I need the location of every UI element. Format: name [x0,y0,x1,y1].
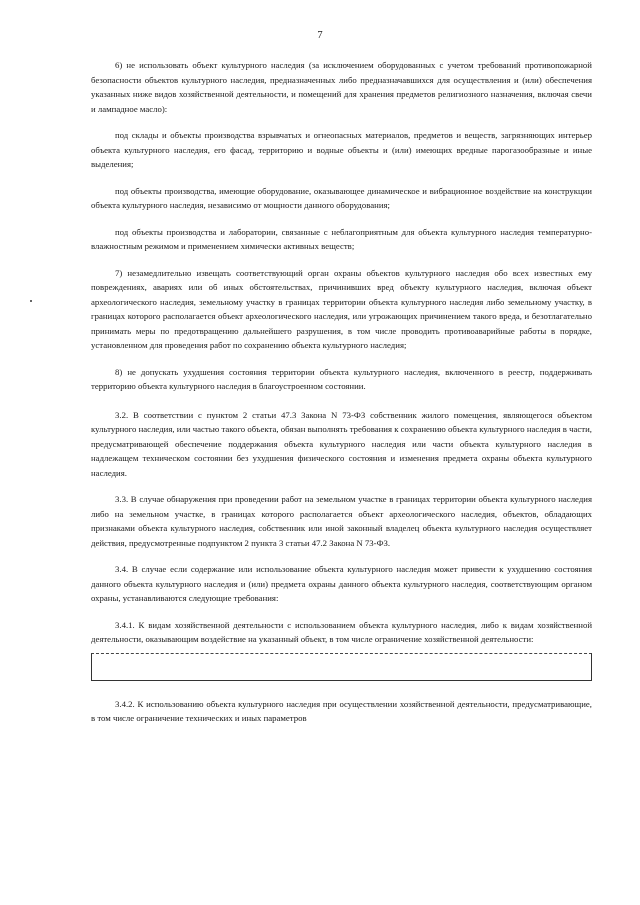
margin-mark [30,300,32,302]
clause-3-4-2: 3.4.2. К использованию объекта культурного наследия при осуществлении хозяйственной деятельности, предусматривающие, в том числе ограничение технических и иных параметров [91,698,592,723]
page-number: 7 [317,30,323,41]
clause-3-4: 3.4. В случае если содержание или использование объекта культурного наследия может привести к ухудшению состояния данного объекта культурного наследия и (или) предмета охраны данного объекта культурного наследия, соответствующим органом охраны, устанавливаются следующие требования: [91,564,592,603]
paragraph-6: 6) не использовать объект культурного наследия (за исключением оборудованных с учетом требований противопожарной безопасности объектов культурного наследия, предназначенных либо предназначавшихся для осуществления и (или) обеспечения указанных ниже видов хозяйственной деятельности, и помещений для хранения предметов религиозного назначения, включая свечи и лампадное масло): [91,60,592,114]
document-body [91,58,592,738]
paragraph-6-item-3: под объекты производства и лаборатории, связанные с неблагоприятным для объекта культурного наследия температурно-влажностным режимом и применением химически активных веществ; [91,226,592,251]
clause-3-4-1: 3.4.1. К видам хозяйственной деятельности с использованием объекта культурного наследия, либо к видам хозяйственной деятельности, оказывающим воздействие на указанный объект, в том числе ограничение хозяйственной деятельности: [91,619,592,644]
paragraph-7: 7) незамедлительно извещать соответствующий орган охраны объектов культурного наследия обо всех известных ему повреждениях, авариях или об иных обстоятельствах, причинивших вред объекту культурного наследия, включая объект археологического наследия, земельному участку в границах территории объекта культурного наследия либо земельному участку, в границах которого располагается объект археологического наследия, или угрожающих причинением такого вреда, и безотлагательно принимать меры по предотвращению дальнейшего разрушения, в том числе проводить противоаварийные работы в порядке, установленном для проведения работ по сохранению объекта культурного наследия; [91,267,592,350]
clause-3-2: 3.2. В соответствии с пунктом 2 статьи 47.3 Закона N 73-ФЗ собственник жилого помещения, являющегося объектом культурного наследия, или частью такого объекта, обязан выполнять требования к сохранению объекта культурного наследия в части, предусматривающей обеспечение поддержания объекта культурного наследия или части объекта культурного наследия в надлежащем техническом состоянии без ухудшения физического состояния и изменения предмета охраны объекта культурного наследия. [91,409,592,478]
paragraph-8: 8) не допускать ухудшения состояния территории объекта культурного наследия, включенного в реестр, поддерживать территорию объекта культурного наследия в благоустроенном состоянии. [91,366,592,391]
paragraph-6-item-1: под склады и объекты производства взрывчатых и огнеопасных материалов, предметов и веществ, загрязняющих интерьер объекта культурного наследия, его фасад, территорию и водные объекты и (или) имеющих вредные парогазообразные и иные выделения; [91,130,592,169]
empty-field-box [91,653,592,681]
paragraph-6-item-2: под объекты производства, имеющие оборудование, оказывающее динамическое и вибрационное воздействие на конструкции объекта культурного наследия, независимо от мощности данного оборудования; [91,185,592,210]
clause-3-3: 3.3. В случае обнаружения при проведении работ на земельном участке в границах территории объекта культурного наследия либо на земельном участке, в границах которого располагается объект археологического наследия, объектов, обладающих признаками объекта культурного наследия, собственник или иной законный владелец объекта культурного наследия осуществляет действия, предусмотренные подпунктом 2 пункта 3 статьи 47.2 Закона N 73-ФЗ. [91,494,592,548]
